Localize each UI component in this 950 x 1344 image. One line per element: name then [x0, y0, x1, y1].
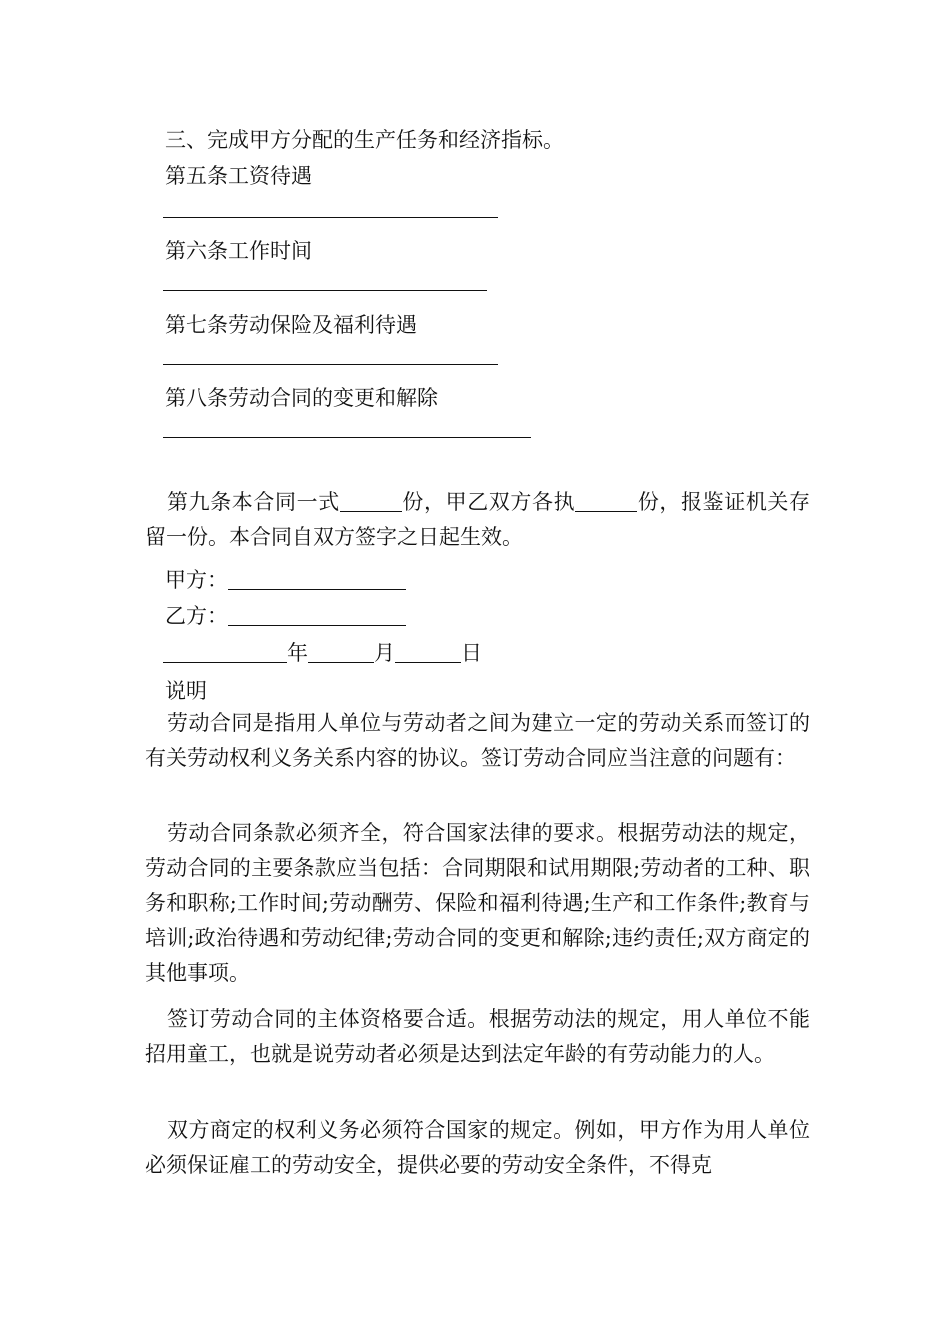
party-a-label: 甲方： — [165, 568, 228, 592]
explanation-paragraph: 劳动合同是指用人单位与劳动者之间为建立一定的劳动关系而签订的有关劳动权利义务关系内容的协议。签订劳动合同应当注意的问题有： — [145, 711, 810, 770]
copies-total-blank — [340, 491, 402, 512]
explanation-paragraph: 劳动合同条款必须齐全，符合国家法律的要求。根据劳动法的规定，劳动合同的主要条款应当包括：合同期限和试用期限;劳动者的工种、职务和职称;工作时间;劳动酬劳、保险和福利待遇;生产和工作条件;教育与培训;政治待遇和劳动纪律;劳动合同的变更和解除;违约责任;双方商定的其他事项。 — [145, 821, 810, 985]
article-9-part2: 份，甲乙双方各执 — [401, 490, 576, 514]
article-8-heading: 第八条劳动合同的变更和解除 — [165, 386, 438, 410]
party-b-label: 乙方： — [165, 604, 228, 628]
party-a-signature — [165, 564, 406, 594]
explanation-heading: 说明 — [165, 679, 207, 703]
explanation-paragraph: 签订劳动合同的主体资格要合适。根据劳动法的规定，用人单位不能招用童工，也就是说劳动者必须是达到法定年龄的有劳动能力的人。 — [145, 1007, 810, 1066]
signing-date — [163, 637, 482, 667]
month-blank — [308, 642, 374, 663]
article-7-blank — [163, 364, 498, 365]
article-5-heading: 第五条工资待遇 — [165, 164, 312, 188]
article-6-blank — [163, 290, 487, 291]
article-7-heading: 第七条劳动保险及福利待遇 — [165, 313, 417, 337]
copies-each-blank — [575, 491, 637, 512]
article-6-heading: 第六条工作时间 — [165, 239, 312, 263]
year-blank — [163, 642, 287, 663]
day-blank — [395, 642, 461, 663]
article-8-blank — [163, 437, 531, 438]
item-3-text: 三、完成甲方分配的生产任务和经济指标。 — [165, 128, 564, 152]
article-5-blank — [163, 217, 498, 218]
explanation-paragraph: 双方商定的权利义务必须符合国家的规定。例如，甲方作为用人单位必须保证雇工的劳动安全，提供必要的劳动安全条件，不得克 — [145, 1118, 810, 1177]
day-label: 日 — [461, 641, 482, 665]
party-b-signature — [165, 600, 406, 630]
party-b-blank — [228, 605, 406, 626]
year-label: 年 — [287, 641, 308, 665]
article-9-part1: 第九条本合同一式 — [167, 490, 340, 514]
party-a-blank — [228, 569, 406, 590]
article-9-paragraph — [145, 485, 810, 555]
month-label: 月 — [374, 641, 395, 665]
article-9-part3: 份，报鉴证机关存留一份。本合同自双方签字之日起生效。 — [145, 490, 811, 549]
